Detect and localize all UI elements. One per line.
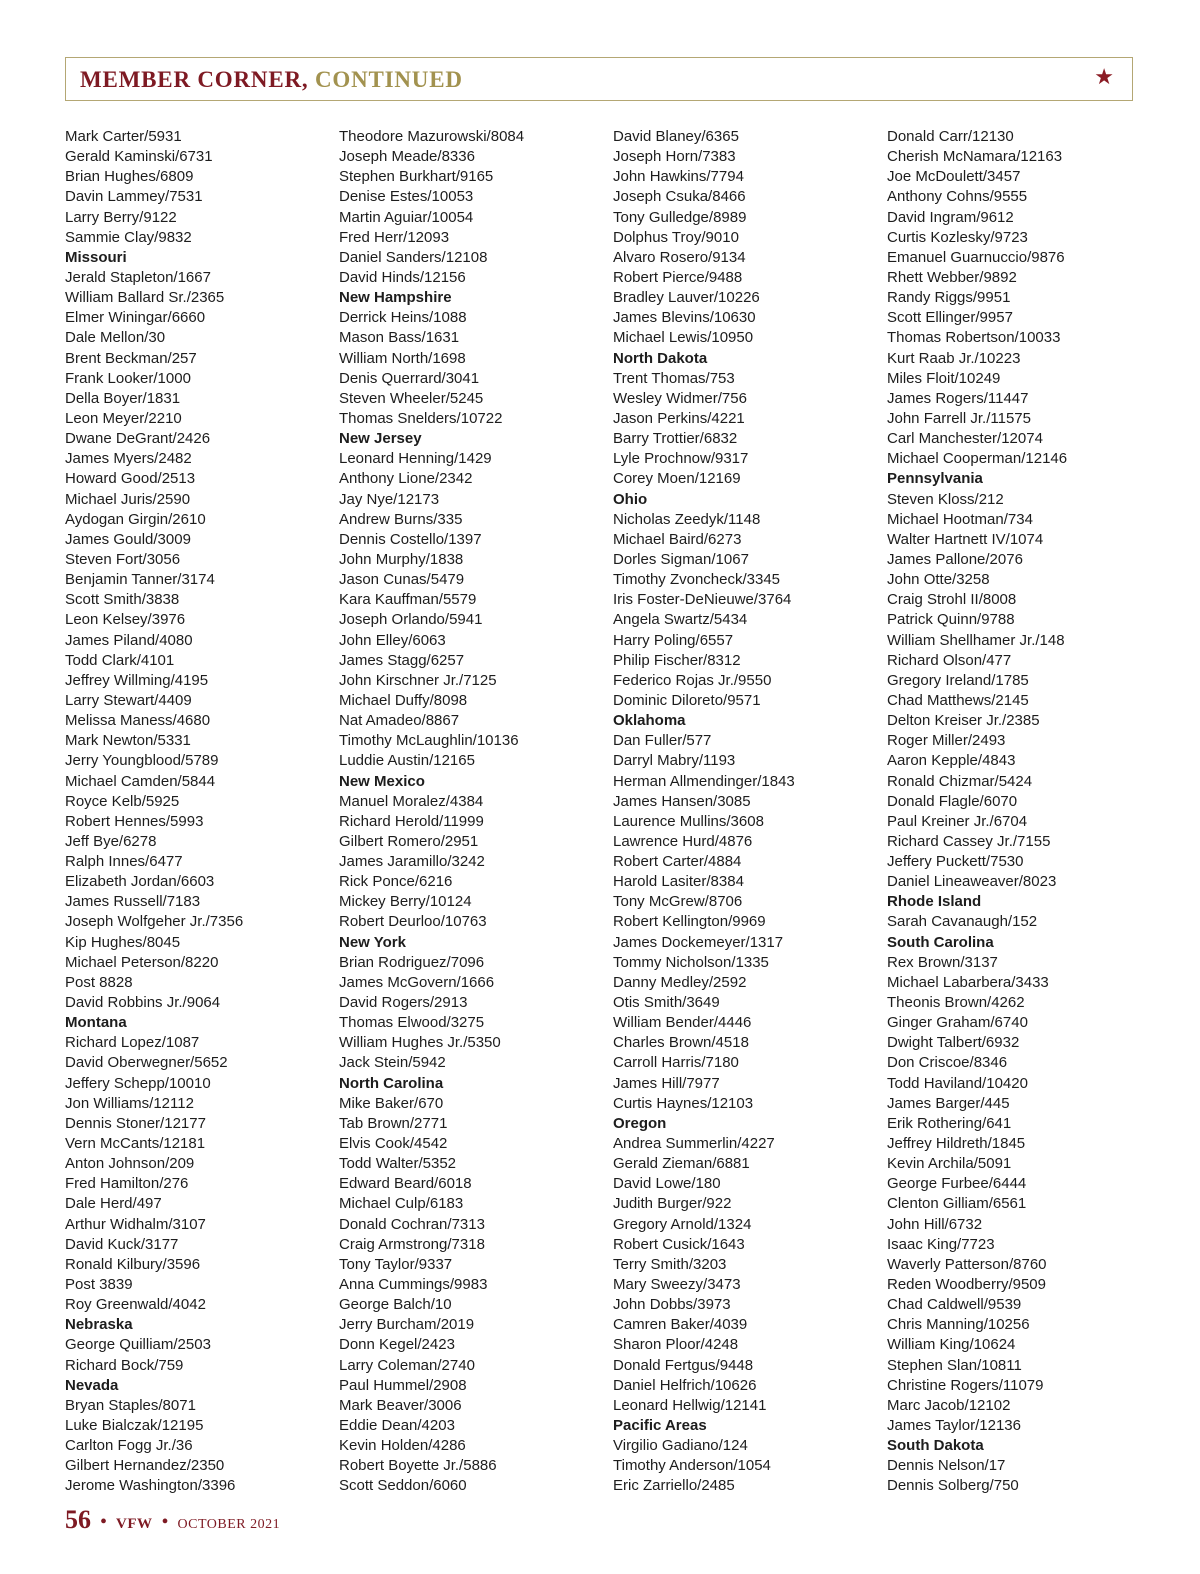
member-entry: Dolphus Troy/9010 [613, 228, 739, 246]
member-entry: John Hawkins/7794 [613, 168, 744, 186]
member-entry: Theonis Brown/4262 [887, 994, 1025, 1012]
member-entry: Michael Peterson/8220 [65, 953, 219, 971]
issue-date: OCTOBER 2021 [177, 1517, 281, 1532]
member-entry: Richard Bock/759 [65, 1356, 184, 1374]
member-entry: Tony Gulledge/8989 [613, 208, 747, 226]
member-entry: Robert Pierce/9488 [613, 268, 743, 286]
member-entry: Don Criscoe/8346 [887, 1054, 1008, 1072]
member-entry: Carlton Fogg Jr./36 [65, 1437, 193, 1455]
member-entry: William King/10624 [887, 1336, 1016, 1354]
member-entry: Martin Aguiar/10054 [339, 208, 474, 226]
member-entry: John Otte/3258 [887, 571, 990, 589]
member-entry: Federico Rojas Jr./9550 [613, 671, 772, 689]
member-entry: Bryan Staples/8071 [65, 1396, 196, 1414]
magazine-name: VFW [116, 1516, 153, 1532]
member-entry: Joseph Horn/7383 [613, 148, 736, 166]
member-entry: Dominic Diloreto/9571 [613, 691, 761, 709]
member-entry: Derrick Heins/1088 [339, 309, 467, 327]
member-entry: Ronald Kilbury/3596 [65, 1255, 201, 1273]
member-entry: David Rogers/2913 [339, 994, 468, 1012]
member-entry: Angela Swartz/5434 [613, 611, 748, 629]
member-entry: Dale Mellon/30 [65, 329, 166, 347]
member-entry: James Blevins/10630 [613, 309, 756, 327]
member-entry: Alvaro Rosero/9134 [613, 248, 746, 266]
member-entry: Ginger Graham/6740 [887, 1014, 1028, 1032]
section-title-continued: CONTINUED [314, 67, 463, 92]
member-entry: Joe McDoulett/3457 [887, 168, 1021, 186]
member-entry: Carl Manchester/12074 [887, 430, 1043, 448]
member-entry: Kara Kauffman/5579 [339, 591, 477, 609]
member-entry: Anton Johnson/209 [65, 1155, 195, 1173]
member-entry: David Robbins Jr./9064 [65, 994, 221, 1012]
member-entry: Della Boyer/1831 [65, 389, 181, 407]
member-entry: Miles Floit/10249 [887, 369, 1001, 387]
member-entry: Danny Medley/2592 [613, 973, 747, 991]
member-entry: James Dockemeyer/1317 [613, 933, 784, 951]
member-entry: William Ballard Sr./2365 [65, 289, 225, 307]
member-entry: Jerome Washington/3396 [65, 1477, 236, 1495]
member-entry: George Balch/10 [339, 1296, 452, 1314]
member-entry: Sarah Cavanaugh/152 [887, 913, 1038, 931]
member-entry: Iris Foster-DeNieuwe/3764 [613, 591, 792, 609]
member-entry: Larry Stewart/4409 [65, 691, 192, 709]
member-entry: James Gould/3009 [65, 530, 191, 548]
member-entry: Post 8828 [65, 973, 133, 991]
member-entry: James McGovern/1666 [339, 973, 495, 991]
state-heading: New Hampshire [339, 289, 452, 307]
member-entry: Dennis Costello/1397 [339, 530, 482, 548]
member-entry: Curtis Haynes/12103 [613, 1094, 754, 1112]
member-entry: Clenton Gilliam/6561 [887, 1195, 1027, 1213]
member-entry: Larry Coleman/2740 [339, 1356, 475, 1374]
state-heading: Nebraska [65, 1316, 133, 1334]
member-entry: Robert Deurloo/10763 [339, 913, 487, 931]
member-entry: Dan Fuller/577 [613, 732, 712, 750]
member-entry: Lawrence Hurd/4876 [613, 832, 753, 850]
state-heading: North Dakota [613, 349, 708, 367]
member-entry: Craig Armstrong/7318 [339, 1235, 485, 1253]
member-entry: James Barger/445 [887, 1094, 1010, 1112]
member-entry: Dale Herd/497 [65, 1195, 162, 1213]
member-entry: Michael Hootman/734 [887, 510, 1033, 528]
member-entry: Brian Rodriguez/7096 [339, 953, 485, 971]
member-entry: James Myers/2482 [65, 450, 192, 468]
member-entry: Jeffery Schepp/10010 [65, 1074, 211, 1092]
state-heading: North Carolina [339, 1074, 444, 1092]
member-entry: William North/1698 [339, 349, 466, 367]
member-entry: David Hinds/12156 [339, 268, 466, 286]
member-entry: Royce Kelb/5925 [65, 792, 180, 810]
member-entry: Benjamin Tanner/3174 [65, 571, 215, 589]
member-entry: Rick Ponce/6216 [339, 873, 453, 891]
member-entry: Edward Beard/6018 [339, 1175, 472, 1193]
member-entry: Brent Beckman/257 [65, 349, 197, 367]
member-entry: Leon Meyer/2210 [65, 409, 182, 427]
member-entry: Barry Trottier/6832 [613, 430, 738, 448]
member-entry: Donald Flagle/6070 [887, 792, 1018, 810]
member-entry: Gilbert Hernandez/2350 [65, 1457, 225, 1475]
member-entry: Wesley Widmer/756 [613, 389, 747, 407]
member-entry: Jeffrey Hildreth/1845 [887, 1135, 1026, 1153]
member-entry: Jack Stein/5942 [339, 1054, 446, 1072]
member-entry: John Elley/6063 [339, 631, 446, 649]
member-entry: Stephen Burkhart/9165 [339, 168, 494, 186]
member-entry: Todd Clark/4101 [65, 651, 175, 669]
member-entry: Jeff Bye/6278 [65, 832, 157, 850]
member-column-4 [887, 127, 1157, 1497]
state-heading: South Carolina [887, 933, 994, 951]
member-entry: Donald Fertgus/9448 [613, 1356, 754, 1374]
member-entry: David Kuck/3177 [65, 1235, 179, 1253]
member-entry: Philip Fischer/8312 [613, 651, 741, 669]
state-heading: Nevada [65, 1376, 119, 1394]
member-entry: Waverly Patterson/8760 [887, 1255, 1047, 1273]
member-entry: Harry Poling/6557 [613, 631, 734, 649]
member-entry: Marc Jacob/12102 [887, 1396, 1011, 1414]
member-entry: Melissa Maness/4680 [65, 712, 211, 730]
member-entry: Denis Querrard/3041 [339, 369, 480, 387]
member-entry: Roy Greenwald/4042 [65, 1296, 206, 1314]
footer-separator: • [100, 1511, 108, 1533]
member-entry: George Furbee/6444 [887, 1175, 1027, 1193]
member-entry: Isaac King/7723 [887, 1235, 995, 1253]
member-entry: Frank Looker/1000 [65, 369, 191, 387]
member-entry: Elmer Winingar/6660 [65, 309, 206, 327]
member-entry: Ralph Innes/6477 [65, 853, 183, 871]
member-entry: Mike Baker/670 [339, 1094, 444, 1112]
member-entry: Davin Lammey/7531 [65, 188, 203, 206]
member-entry: Theodore Mazurowski/8084 [339, 128, 525, 145]
member-entry: Robert Carter/4884 [613, 853, 742, 871]
member-entry: Otis Smith/3649 [613, 994, 720, 1012]
member-entry: Tony Taylor/9337 [339, 1255, 453, 1273]
member-entry: Jason Cunas/5479 [339, 571, 465, 589]
member-entry: Curtis Kozlesky/9723 [887, 228, 1028, 246]
member-entry: Mary Sweezy/3473 [613, 1276, 741, 1294]
member-entry: Chad Caldwell/9539 [887, 1296, 1022, 1314]
member-entry: James Hansen/3085 [613, 792, 751, 810]
member-entry: Manuel Moralez/4384 [339, 792, 484, 810]
member-entry: Richard Olson/477 [887, 651, 1012, 669]
member-entry: Timothy Zvoncheck/3345 [613, 571, 781, 589]
member-entry: Cherish McNamara/12163 [887, 148, 1063, 166]
member-entry: Steven Wheeler/5245 [339, 389, 484, 407]
member-entry: George Quilliam/2503 [65, 1336, 211, 1354]
member-entry: Paul Kreiner Jr./6704 [887, 812, 1028, 830]
member-entry: Timothy Anderson/1054 [613, 1457, 771, 1475]
member-entry: Mark Beaver/3006 [339, 1396, 462, 1414]
member-entry: Charles Brown/4518 [613, 1034, 749, 1052]
member-entry: Todd Walter/5352 [339, 1155, 457, 1173]
member-entry: Robert Hennes/5993 [65, 812, 204, 830]
member-entry: Joseph Wolfgeher Jr./7356 [65, 913, 244, 931]
member-entry: John Murphy/1838 [339, 550, 464, 568]
member-entry: Vern McCants/12181 [65, 1135, 206, 1153]
member-entry: Dorles Sigman/1067 [613, 550, 749, 568]
member-entry: Walter Hartnett IV/1074 [887, 530, 1044, 548]
member-entry: Chad Matthews/2145 [887, 691, 1029, 709]
member-entry: Eric Zarriello/2485 [613, 1477, 735, 1495]
member-entry: Scott Seddon/6060 [339, 1477, 467, 1495]
member-entry: Jon Williams/12112 [65, 1094, 194, 1112]
section-title-main: MEMBER CORNER, [80, 67, 309, 92]
member-entry: Luddie Austin/12165 [339, 752, 475, 770]
member-entry: Lyle Prochnow/9317 [613, 450, 749, 468]
member-entry: Joseph Meade/8336 [339, 148, 475, 166]
member-entry: James Rogers/11447 [887, 389, 1029, 407]
member-entry: Jerald Stapleton/1667 [65, 268, 211, 286]
member-entry: Fred Herr/12093 [339, 228, 450, 246]
member-entry: Kip Hughes/8045 [65, 933, 181, 951]
member-entry: John Hill/6732 [887, 1215, 983, 1233]
member-entry: Daniel Sanders/12108 [339, 248, 488, 266]
member-entry: Darryl Mabry/1193 [613, 752, 736, 770]
member-entry: Anna Cummings/9983 [339, 1276, 488, 1294]
member-entry: Brian Hughes/6809 [65, 168, 194, 186]
member-entry: Michael Cooperman/12146 [887, 450, 1068, 468]
member-entry: James Russell/7183 [65, 893, 201, 911]
member-entry: Delton Kreiser Jr./2385 [887, 712, 1040, 730]
member-entry: John Kirschner Jr./7125 [339, 671, 497, 689]
member-entry: Jerry Burcham/2019 [339, 1316, 475, 1334]
member-entry: John Dobbs/3973 [613, 1296, 731, 1314]
member-entry: James Hill/7977 [613, 1074, 720, 1092]
member-entry: Ronald Chizmar/5424 [887, 772, 1033, 790]
member-entry: Gilbert Romero/2951 [339, 832, 479, 850]
state-heading: New Jersey [339, 430, 422, 448]
member-entry: Leon Kelsey/3976 [65, 611, 186, 629]
state-heading: Rhode Island [887, 893, 982, 911]
member-entry: Michael Labarbera/3433 [887, 973, 1049, 991]
member-entry: Robert Cusick/1643 [613, 1235, 745, 1253]
member-entry: Gregory Ireland/1785 [887, 671, 1029, 689]
member-entry: Patrick Quinn/9788 [887, 611, 1015, 629]
member-entry: Nicholas Zeedyk/1148 [613, 510, 761, 528]
member-entry: Trent Thomas/753 [613, 369, 735, 387]
state-heading: New Mexico [339, 772, 425, 790]
member-entry: Joseph Csuka/8466 [613, 188, 746, 206]
member-entry: Richard Cassey Jr./7155 [887, 832, 1051, 850]
member-entry: David Blaney/6365 [613, 128, 739, 145]
member-entry: Dwane DeGrant/2426 [65, 430, 211, 448]
member-entry: Anthony Lione/2342 [339, 470, 473, 488]
member-entry: Howard Good/2513 [65, 470, 196, 488]
member-entry: Dennis Solberg/750 [887, 1477, 1019, 1495]
member-entry: Sammie Clay/9832 [65, 228, 192, 246]
member-entry: Mason Bass/1631 [339, 329, 460, 347]
member-entry: Herman Allmendinger/1843 [613, 772, 795, 790]
member-entry: Andrea Summerlin/4227 [613, 1135, 775, 1153]
member-entry: Joseph Orlando/5941 [339, 611, 483, 629]
member-entry: Thomas Robertson/10033 [887, 329, 1061, 347]
state-heading: South Dakota [887, 1437, 984, 1455]
page-number: 56 [65, 1505, 91, 1534]
member-entry: Leonard Henning/1429 [339, 450, 492, 468]
member-entry: Arthur Widhalm/3107 [65, 1215, 206, 1233]
member-entry: James Jaramillo/3242 [339, 853, 485, 871]
member-entry: Donn Kegel/2423 [339, 1336, 455, 1354]
member-entry: John Farrell Jr./11575 [887, 409, 1031, 427]
state-heading: Pennsylvania [887, 470, 983, 488]
member-entry: Dennis Stoner/12177 [65, 1114, 206, 1132]
member-entry: Elvis Cook/4542 [339, 1135, 448, 1153]
member-entry: Eddie Dean/4203 [339, 1417, 455, 1434]
state-heading: Ohio [613, 490, 648, 508]
member-entry: Dwight Talbert/6932 [887, 1034, 1020, 1052]
member-entry: William Hughes Jr./5350 [339, 1034, 501, 1052]
member-entry: Aaron Kepple/4843 [887, 752, 1016, 770]
member-entry: Michael Lewis/10950 [613, 329, 754, 347]
member-entry: Harold Lasiter/8384 [613, 873, 744, 891]
member-entry: Emanuel Guarnuccio/9876 [887, 248, 1065, 266]
member-entry: Michael Camden/5844 [65, 772, 216, 790]
member-entry: Erik Rothering/641 [887, 1114, 1012, 1132]
member-entry: William Shellhamer Jr./148 [887, 631, 1065, 649]
member-entry: Robert Boyette Jr./5886 [339, 1457, 497, 1475]
member-entry: Gerald Kaminski/6731 [65, 148, 213, 166]
member-entry: Anthony Cohns/9555 [887, 188, 1028, 206]
member-entry: Thomas Snelders/10722 [339, 409, 503, 427]
member-column-1 [65, 127, 335, 1497]
member-entry: Denise Estes/10053 [339, 188, 474, 206]
member-entry: James Piland/4080 [65, 631, 193, 649]
member-entry: Jerry Youngblood/5789 [65, 752, 219, 770]
member-entry: Gerald Zieman/6881 [613, 1155, 750, 1173]
member-entry: Scott Smith/3838 [65, 591, 180, 609]
member-entry: Roger Miller/2493 [887, 732, 1006, 750]
state-heading: Pacific Areas [613, 1417, 707, 1434]
member-entry: James Stagg/6257 [339, 651, 465, 669]
member-entry: Timothy McLaughlin/10136 [339, 732, 519, 750]
member-entry: Paul Hummel/2908 [339, 1376, 467, 1394]
member-entry: Luke Bialczak/12195 [65, 1417, 204, 1434]
member-entry: Larry Berry/9122 [65, 208, 177, 226]
page-footer [65, 1505, 280, 1535]
member-entry: Jason Perkins/4221 [613, 409, 745, 427]
member-entry: Post 3839 [65, 1276, 133, 1294]
member-entry: Chris Manning/10256 [887, 1316, 1030, 1334]
state-heading: Oklahoma [613, 712, 686, 730]
member-entry: Mark Carter/5931 [65, 128, 182, 145]
member-entry: Robert Kellington/9969 [613, 913, 766, 931]
member-entry: Rhett Webber/9892 [887, 268, 1017, 286]
member-entry: Christine Rogers/11079 [887, 1376, 1044, 1394]
member-entry: Daniel Lineaweaver/8023 [887, 873, 1057, 891]
member-entry: Leonard Hellwig/12141 [613, 1396, 767, 1414]
member-entry: Stephen Slan/10811 [887, 1356, 1022, 1374]
member-entry: Steven Fort/3056 [65, 550, 181, 568]
member-entry: Tab Brown/2771 [339, 1114, 448, 1132]
member-entry: Fred Hamilton/276 [65, 1175, 189, 1193]
member-entry: William Bender/4446 [613, 1014, 752, 1032]
member-entry: Kurt Raab Jr./10223 [887, 349, 1021, 367]
member-entry: Judith Burger/922 [613, 1195, 732, 1213]
member-entry: Jeffrey Willming/4195 [65, 671, 209, 689]
member-entry: Rex Brown/3137 [887, 953, 998, 971]
member-entry: Andrew Burns/335 [339, 510, 463, 528]
member-entry: James Pallone/2076 [887, 550, 1023, 568]
member-entry: Michael Culp/6183 [339, 1195, 464, 1213]
member-entry: Tommy Nicholson/1335 [613, 953, 769, 971]
member-entry: Dennis Nelson/17 [887, 1457, 1006, 1475]
member-entry: Laurence Mullins/3608 [613, 812, 764, 830]
section-title [80, 67, 463, 93]
member-entry: Michael Juris/2590 [65, 490, 191, 508]
section-header [65, 57, 1133, 101]
state-heading: Oregon [613, 1114, 667, 1132]
member-entry: Terry Smith/3203 [613, 1255, 727, 1273]
member-entry: Mark Newton/5331 [65, 732, 191, 750]
state-heading: New York [339, 933, 406, 951]
member-entry: Aydogan Girgin/2610 [65, 510, 206, 528]
member-entry: Jeffery Puckett/7530 [887, 853, 1024, 871]
state-heading: Montana [65, 1014, 127, 1032]
member-entry: Donald Carr/12130 [887, 128, 1014, 145]
member-entry: Elizabeth Jordan/6603 [65, 873, 215, 891]
member-entry: Carroll Harris/7180 [613, 1054, 739, 1072]
member-entry: David Ingram/9612 [887, 208, 1014, 226]
member-entry: Randy Riggs/9951 [887, 289, 1011, 307]
member-column-3 [613, 127, 883, 1497]
star-icon: ★ [1094, 65, 1114, 90]
member-entry: Virgilio Gadiano/124 [613, 1437, 748, 1455]
member-entry: Michael Baird/6273 [613, 530, 742, 548]
member-entry: Donald Cochran/7313 [339, 1215, 485, 1233]
member-entry: Camren Baker/4039 [613, 1316, 748, 1334]
member-entry: Thomas Elwood/3275 [339, 1014, 485, 1032]
member-entry: Todd Haviland/10420 [887, 1074, 1028, 1092]
member-entry: David Lowe/180 [613, 1175, 721, 1193]
member-entry: James Taylor/12136 [887, 1417, 1021, 1434]
member-entry: Gregory Arnold/1324 [613, 1215, 752, 1233]
member-entry: Jay Nye/12173 [339, 490, 440, 508]
member-entry: Richard Lopez/1087 [65, 1034, 200, 1052]
member-entry: Bradley Lauver/10226 [613, 289, 760, 307]
member-entry: Mickey Berry/10124 [339, 893, 472, 911]
member-column-2 [339, 127, 609, 1497]
member-entry: Craig Strohl II/8008 [887, 591, 1017, 609]
member-entry: Nat Amadeo/8867 [339, 712, 460, 730]
member-entry: Scott Ellinger/9957 [887, 309, 1013, 327]
member-entry: Richard Herold/11999 [339, 812, 484, 830]
member-entry: Kevin Archila/5091 [887, 1155, 1012, 1173]
member-entry: David Oberwegner/5652 [65, 1054, 228, 1072]
member-entry: Michael Duffy/8098 [339, 691, 468, 709]
footer-separator: • [161, 1511, 169, 1533]
member-entry: Reden Woodberry/9509 [887, 1276, 1046, 1294]
member-entry: Sharon Ploor/4248 [613, 1336, 739, 1354]
member-entry: Steven Kloss/212 [887, 490, 1004, 508]
state-heading: Missouri [65, 248, 127, 266]
member-entry: Tony McGrew/8706 [613, 893, 743, 911]
member-entry: Corey Moen/12169 [613, 470, 741, 488]
member-entry: Kevin Holden/4286 [339, 1437, 466, 1455]
member-entry: Daniel Helfrich/10626 [613, 1376, 757, 1394]
